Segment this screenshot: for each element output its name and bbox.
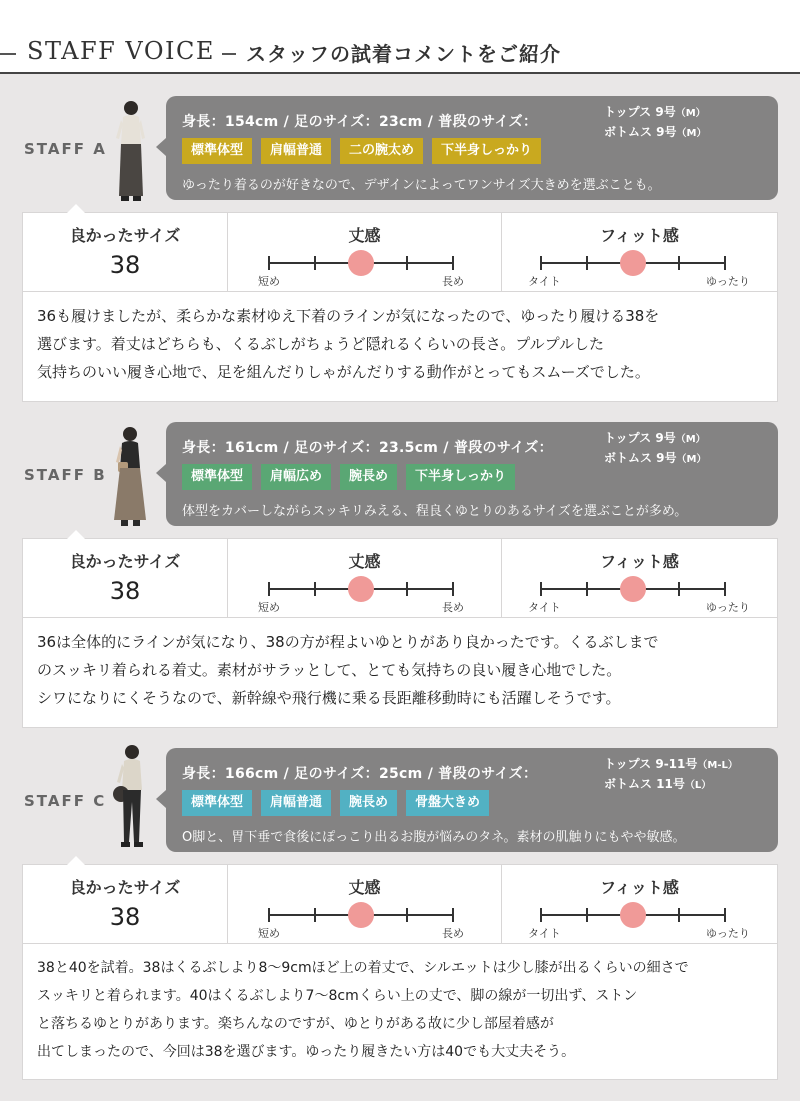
page-subtitle: スタッフの試着コメントをご紹介: [246, 42, 561, 66]
fit-cell: [502, 539, 777, 617]
comment-line: のスッキリ着られる着丈。素材がサラッとして、とても気持ちの良い履き心地でした。: [37, 661, 622, 679]
size-card: [22, 212, 778, 292]
fit-cell: [502, 213, 777, 291]
scale-tick: [540, 908, 542, 922]
scale-tick: [452, 908, 454, 922]
staff-photo: [108, 424, 154, 534]
length-label: 丈感: [348, 552, 381, 571]
card-pointer: [67, 530, 85, 539]
length-scale: [268, 256, 454, 270]
length-max-label: 長め: [442, 927, 464, 940]
scale-tick: [314, 582, 316, 596]
page-header: [0, 0, 800, 74]
length-min-label: 短め: [258, 927, 280, 940]
header-dash-right: [222, 53, 236, 55]
staff-comment: [22, 618, 778, 728]
bubble-pointer: [156, 138, 166, 156]
scale-tick: [586, 908, 588, 922]
usual-bottoms-size: （L）: [684, 780, 712, 791]
scale-tick: [724, 908, 726, 922]
staff-note: ゆったり着るのが好きなので、デザインによってワンサイズ大きめを選ぶことも。: [182, 178, 661, 193]
fit-min-label: タイト: [528, 601, 561, 614]
staff-comment: [22, 292, 778, 402]
page-title: STAFF VOICE: [27, 37, 215, 65]
body-type-tag: 標準体型: [182, 790, 252, 816]
fit-marker: [620, 902, 646, 928]
staff-label: STAFF B: [24, 466, 107, 484]
staff-note: O脚と、胃下垂で食後にぽっこり出るお腹が悩みのタネ。素材の肌触りにもやや敏感。: [182, 830, 686, 845]
length-max-label: 長め: [442, 601, 464, 614]
usual-size: [604, 429, 706, 469]
staff-comment: [22, 944, 778, 1080]
body-type-tag: 標準体型: [182, 464, 252, 490]
body-type-tags: [182, 138, 541, 164]
body-type-tag: 二の腕太め: [340, 138, 423, 164]
good-size-value: 38: [109, 903, 141, 931]
body-type-tag: 肩幅広め: [261, 464, 331, 490]
comment-line: 36も履けましたが、柔らかな素材ゆえ下着のラインが気になったので、ゆったり履ける38を: [37, 307, 660, 325]
body-type-tags: [182, 464, 515, 490]
header-dash-left: [0, 53, 16, 55]
scale-tick: [724, 256, 726, 270]
length-max-label: 長め: [442, 275, 464, 288]
fit-scale: [540, 908, 726, 922]
scale-tick: [406, 908, 408, 922]
good-size-value: 38: [109, 251, 141, 279]
staff-stats: 身長：161cm / 足のサイズ：23.5cm / 普段のサイズ：: [182, 440, 553, 456]
usual-size: [604, 103, 706, 143]
scale-tick: [540, 582, 542, 596]
usual-tops-size: （M）: [675, 434, 706, 445]
scale-tick: [678, 582, 680, 596]
fit-scale: [540, 582, 726, 596]
fit-marker: [620, 576, 646, 602]
usual-bottoms: ボトムス 11号: [604, 777, 685, 791]
comment-line: 出てしまったので、今回は38を選びます。ゆったり履きたい方は40でも大丈夫そう。: [37, 1044, 576, 1060]
scale-tick: [678, 256, 680, 270]
scale-tick: [406, 256, 408, 270]
fit-scale: [540, 256, 726, 270]
fit-label: フィット感: [600, 226, 679, 245]
good-size-label: 良かったサイズ: [69, 226, 181, 245]
usual-size: [604, 755, 738, 795]
comment-line: シワになりにくそうなので、新幹線や飛行機に乗る長距離移動時にも活躍しそうです。: [37, 689, 621, 707]
staff-stats: 身長：154cm / 足のサイズ：23cm / 普段のサイズ：: [182, 114, 538, 130]
length-min-label: 短め: [258, 601, 280, 614]
fit-max-label: ゆったり: [706, 601, 750, 614]
body-type-tag: 下半身しっかり: [432, 138, 541, 164]
scale-tick: [314, 256, 316, 270]
length-cell: [228, 213, 502, 291]
length-cell: [228, 865, 502, 943]
fit-marker: [620, 250, 646, 276]
staff-profile-bubble: [166, 422, 778, 526]
length-scale: [268, 908, 454, 922]
scale-tick: [724, 582, 726, 596]
scale-tick: [586, 582, 588, 596]
body-type-tag: 腕長め: [340, 464, 397, 490]
staff-label: STAFF A: [24, 140, 107, 158]
length-scale: [268, 582, 454, 596]
scale-tick: [586, 256, 588, 270]
fit-label: フィット感: [600, 878, 679, 897]
size-card: [22, 538, 778, 618]
fit-min-label: タイト: [528, 275, 561, 288]
fit-label: フィット感: [600, 552, 679, 571]
usual-tops: トップス 9-11号: [604, 757, 698, 771]
comment-line: 選びます。着丈はどちらも、くるぶしがちょうど隠れるくらいの長さ。プルプルした: [37, 335, 605, 353]
usual-tops: トップス 9号: [604, 431, 676, 445]
usual-tops-size: （M-L）: [697, 760, 738, 771]
staff-photo: [108, 742, 154, 852]
length-marker: [348, 902, 374, 928]
staff-note: 体型をカバーしながらスッキリみえる、程良くゆとりのあるサイズを選ぶことが多め。: [182, 504, 688, 519]
comment-line: 36は全体的にラインが気になり、38の方が程よいゆとりがあり良かったです。くるぶしまで: [37, 633, 659, 651]
usual-bottoms: ボトムス 9号: [604, 125, 677, 139]
body-type-tag: 標準体型: [182, 138, 252, 164]
bubble-pointer: [156, 464, 166, 482]
good-size-label: 良かったサイズ: [69, 552, 181, 571]
card-pointer: [67, 204, 85, 213]
good-size-cell: [23, 213, 228, 291]
staff-photo: [108, 98, 154, 208]
staff-label: STAFF C: [24, 792, 107, 810]
scale-tick: [268, 582, 270, 596]
fit-max-label: ゆったり: [706, 927, 750, 940]
body-type-tag: 肩幅普通: [261, 138, 331, 164]
fit-min-label: タイト: [528, 927, 561, 940]
size-card: [22, 864, 778, 944]
length-cell: [228, 539, 502, 617]
comment-line: と落ちるゆとりがあります。楽ちんなのですが、ゆとりがある故に少し部屋着感が: [37, 1016, 554, 1032]
length-label: 丈感: [348, 226, 381, 245]
usual-bottoms-size: （M）: [676, 128, 707, 139]
good-size-label: 良かったサイズ: [69, 878, 181, 897]
length-label: 丈感: [348, 878, 381, 897]
usual-tops: トップス 9号: [604, 105, 676, 119]
scale-tick: [540, 256, 542, 270]
comment-line: スッキリと着られます。40はくるぶしより7〜8cmくらい上の丈で、脚の線が一切出ず、ストン: [37, 988, 638, 1004]
comment-line: 気持ちのいい履き心地で、足を組んだりしゃがんだりする動作がとってもスムーズでした。: [37, 363, 650, 381]
length-min-label: 短め: [258, 275, 280, 288]
scale-tick: [452, 256, 454, 270]
body-type-tags: [182, 790, 489, 816]
good-size-cell: [23, 539, 228, 617]
usual-bottoms: ボトムス 9号: [604, 451, 677, 465]
scale-tick: [452, 582, 454, 596]
length-marker: [348, 250, 374, 276]
bubble-pointer: [156, 790, 166, 808]
staff-stats: 身長：166cm / 足のサイズ：25cm / 普段のサイズ：: [182, 766, 538, 782]
body-type-tag: 骨盤大きめ: [406, 790, 489, 816]
card-pointer: [67, 856, 85, 865]
staff-profile-bubble: [166, 748, 778, 852]
body-type-tag: 下半身しっかり: [406, 464, 515, 490]
scale-tick: [314, 908, 316, 922]
scale-tick: [268, 908, 270, 922]
body-type-tag: 肩幅普通: [261, 790, 331, 816]
fit-cell: [502, 865, 777, 943]
scale-tick: [406, 582, 408, 596]
fit-max-label: ゆったり: [706, 275, 750, 288]
scale-tick: [678, 908, 680, 922]
length-marker: [348, 576, 374, 602]
comment-line: 38と40を試着。38はくるぶしより8〜9cmほど上の着丈で、シルエットは少し膝が出るくらいの細さで: [37, 960, 689, 976]
scale-tick: [268, 256, 270, 270]
usual-bottoms-size: （M）: [676, 454, 707, 465]
staff-profile-bubble: [166, 96, 778, 200]
good-size-value: 38: [109, 577, 141, 605]
body-type-tag: 腕長め: [340, 790, 397, 816]
usual-tops-size: （M）: [675, 108, 706, 119]
good-size-cell: [23, 865, 228, 943]
